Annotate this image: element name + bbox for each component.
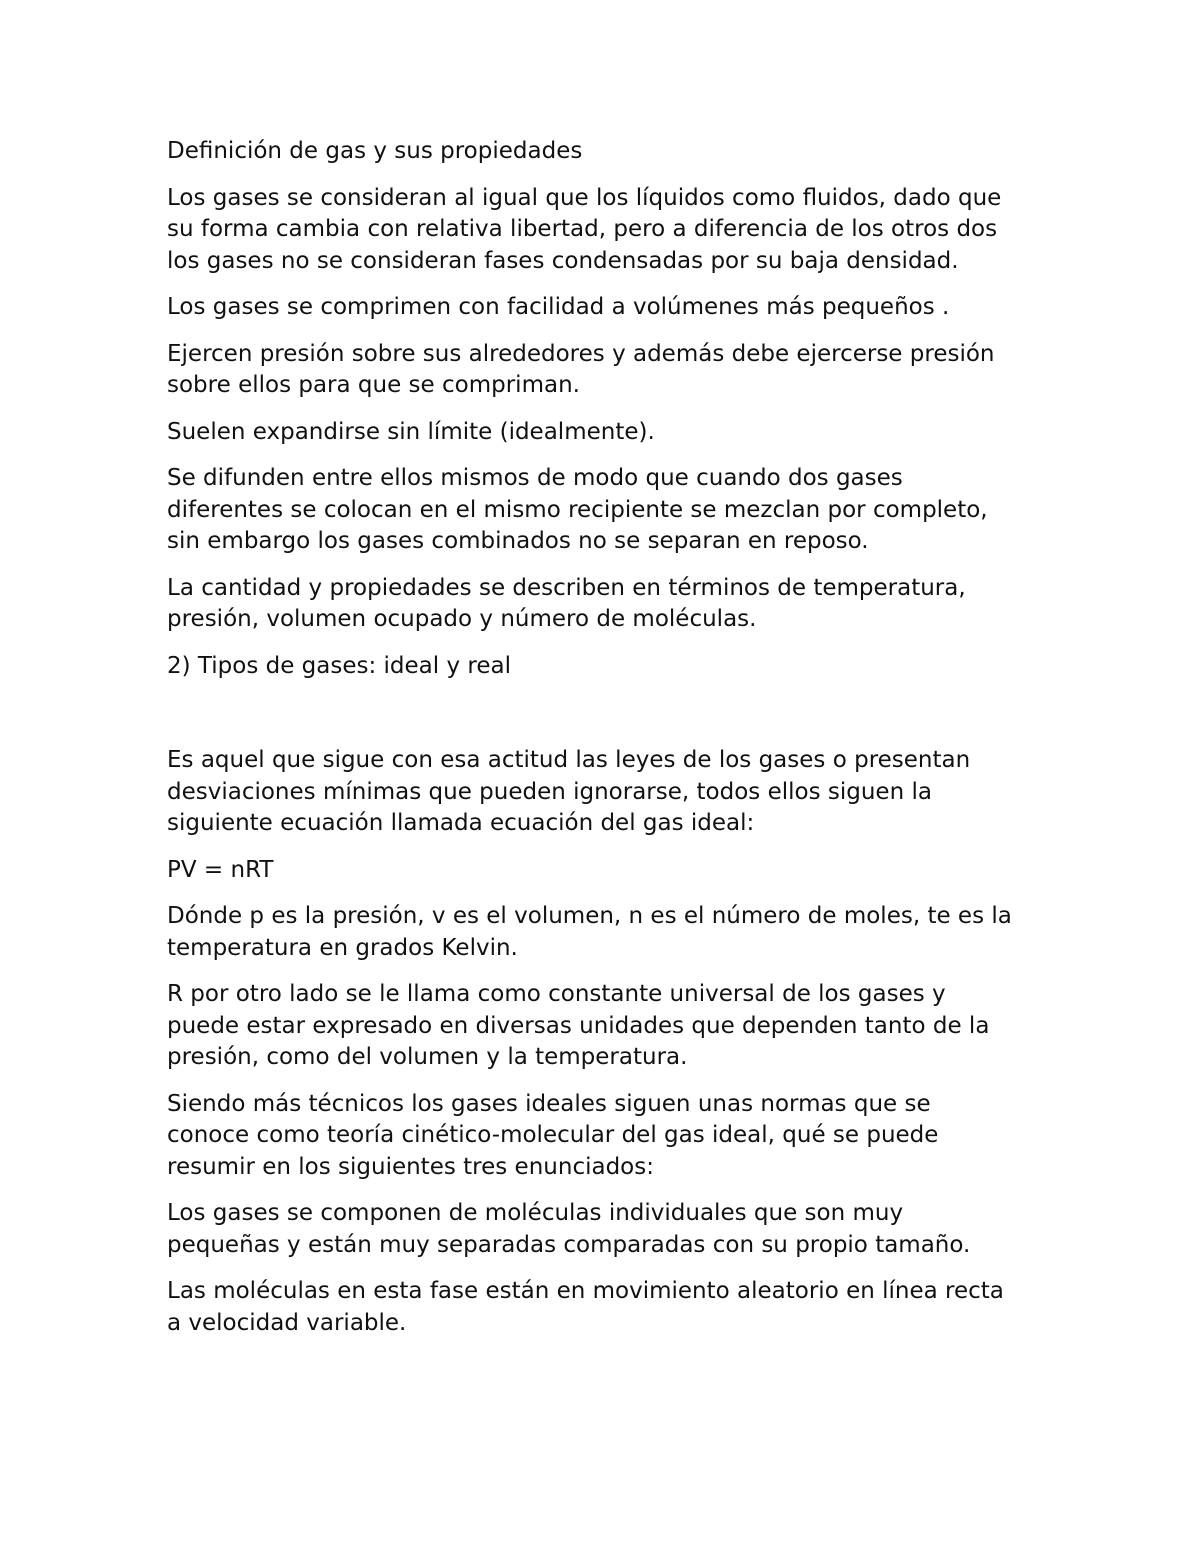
equation-ideal-gas xyxy=(167,855,1047,887)
paragraph-gas-ideal xyxy=(167,745,1047,840)
text-line: La cantidad y propiedades se describen en términos de temperatura, xyxy=(167,574,966,601)
paragraph-variables xyxy=(167,901,1047,964)
text-line: desviaciones mínimas que pueden ignorarse, todos ellos siguen la xyxy=(167,778,932,805)
paragraph-difunden xyxy=(167,463,1047,558)
text-line: Es aquel que sigue con esa actitud las leyes de los gases o presentan xyxy=(167,747,971,773)
section-heading-tipos-de-gases xyxy=(167,651,1047,683)
text-line: Suelen expandirse sin límite (idealmente). xyxy=(167,418,655,445)
paragraph-gases-fluidos xyxy=(167,183,1047,278)
text-line: siguiente ecuación llamada ecuación del gas ideal: xyxy=(167,810,755,836)
paragraph-comprimen xyxy=(167,292,1047,324)
paragraph-teoria-cinetica xyxy=(167,1089,1047,1184)
text-line: presión, volumen ocupado y número de moléculas. xyxy=(167,606,757,632)
text-line: los gases no se consideran fases condensadas por su baja densidad. xyxy=(167,247,959,274)
document-body xyxy=(167,136,1047,1354)
text-line: sin embargo los gases combinados no se separan en reposo. xyxy=(167,528,869,554)
text-line: diferentes se colocan en el mismo recipiente se mezclan por completo, xyxy=(167,496,988,523)
text-line: Se difunden entre ellos mismos de modo que cuando dos gases xyxy=(167,465,903,491)
text-line: conoce como teoría cinético-molecular del gas ideal, qué se puede xyxy=(167,1122,939,1148)
text-line: puede estar expresado en diversas unidades que dependen tanto de la xyxy=(167,1012,990,1039)
text-line: pequeñas y están muy separadas comparadas con su propio tamaño. xyxy=(167,1231,971,1258)
text-line: Ejercen presión sobre sus alrededores y además debe ejercerse presión xyxy=(167,340,995,367)
text-line: 2) Tipos de gases: ideal y real xyxy=(167,652,511,679)
paragraph-moleculas-individuales xyxy=(167,1198,1047,1261)
paragraph-expandirse xyxy=(167,417,1047,449)
text-line: temperatura en grados Kelvin. xyxy=(167,934,518,961)
text-line: su forma cambia con relativa libertad, pero a diferencia de los otros dos xyxy=(167,216,998,242)
text-line: R por otro lado se le llama como constante universal de los gases y xyxy=(167,981,946,1007)
document-heading xyxy=(167,136,1047,168)
blank-line xyxy=(167,697,1047,745)
text-line: presión, como del volumen y la temperatura. xyxy=(167,1044,688,1070)
paragraph-constante-r xyxy=(167,979,1047,1074)
text-line: resumir en los siguientes tres enunciados: xyxy=(167,1153,654,1180)
paragraph-presion xyxy=(167,339,1047,402)
text-line: sobre ellos para que se compriman. xyxy=(167,372,580,398)
text-line: Siendo más técnicos los gases ideales siguen unas normas que se xyxy=(167,1090,931,1117)
paragraph-cantidad xyxy=(167,573,1047,636)
text-line: Dónde p es la presión, v es el volumen, n es el número de moles, te es la xyxy=(167,903,1012,929)
text-line: PV = nRT xyxy=(167,856,274,883)
text-line: Los gases se consideran al igual que los líquidos como fluidos, dado que xyxy=(167,184,1002,211)
text-line: Los gases se componen de moléculas individuales que son muy xyxy=(167,1200,904,1226)
text-line: Definición de gas y sus propiedades xyxy=(167,138,583,164)
text-line: Las moléculas en esta fase están en movimiento aleatorio en línea recta xyxy=(167,1278,1004,1304)
text-line: a velocidad variable. xyxy=(167,1309,407,1336)
text-line: Los gases se comprimen con facilidad a volúmenes más pequeños . xyxy=(167,294,950,320)
paragraph-movimiento-aleatorio xyxy=(167,1276,1047,1339)
